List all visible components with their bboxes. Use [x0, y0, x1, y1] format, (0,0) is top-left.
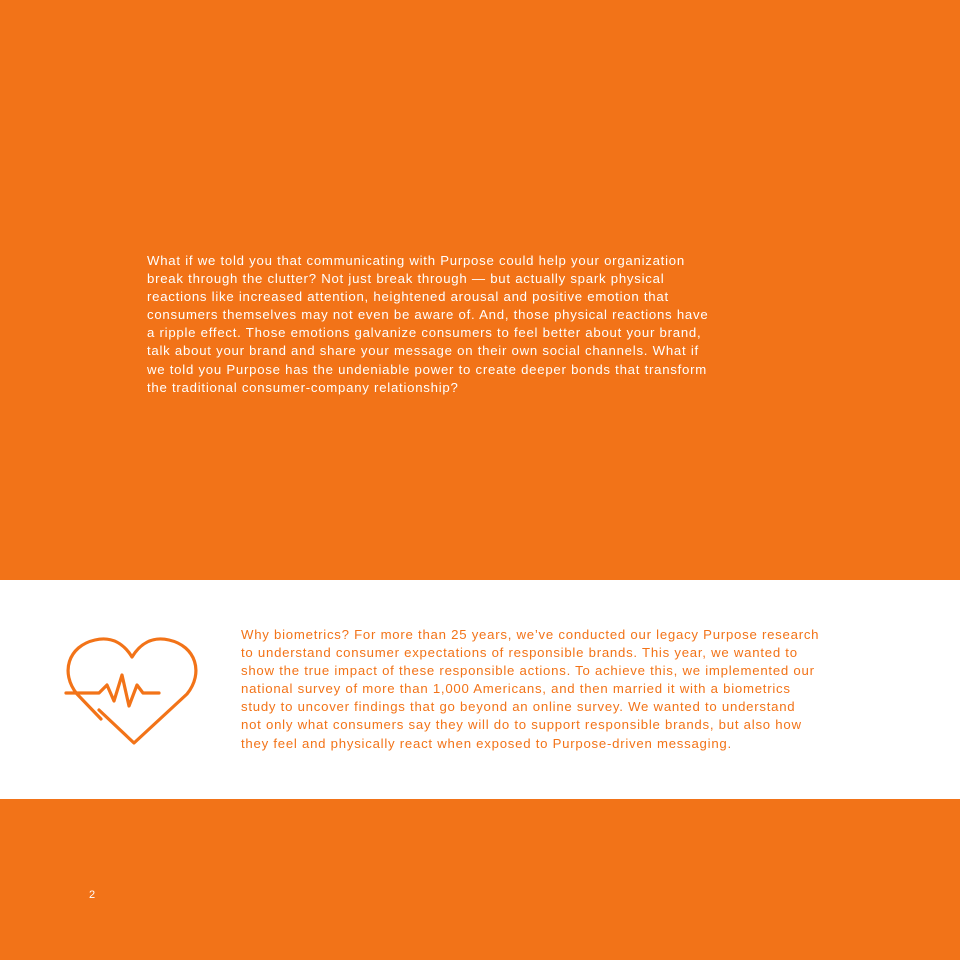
heart-outline [68, 639, 196, 743]
biometrics-paragraph: Why biometrics? For more than 25 years, we’ve conducted our legacy Purpose research to understand consumer expectations of responsible brands. This year, we wanted to show the true impact of these responsible actions. To achieve this, we implemented our national survey of more than 1,000 Americans, and then married it with a biometrics study to uncover findings that go beyond an online survey. We wanted to understand not only what consumers say they will do to support responsible brands, but also how they feel and physically react when exposed to Purpose-driven messaging. [241, 627, 820, 751]
page-number: 2 [89, 889, 96, 901]
intro-paragraph: What if we told you that communicating with Purpose could help your organization break through the clutter? Not just break through — but actually spark physical reactions like increased attention, heightened arousal and positive emotion that consumers themselves may not even be aware of. And, those physical reactions have a ripple effect. Those emotions galvanize consumers to feel better about your brand, talk about your brand and share your message on their own social channels. What if we told you Purpose has the undeniable power to create deeper bonds that transform the traditional consumer-company relationship? [147, 253, 709, 395]
pulse-line [66, 675, 159, 706]
heart-pulse-icon [63, 633, 201, 745]
